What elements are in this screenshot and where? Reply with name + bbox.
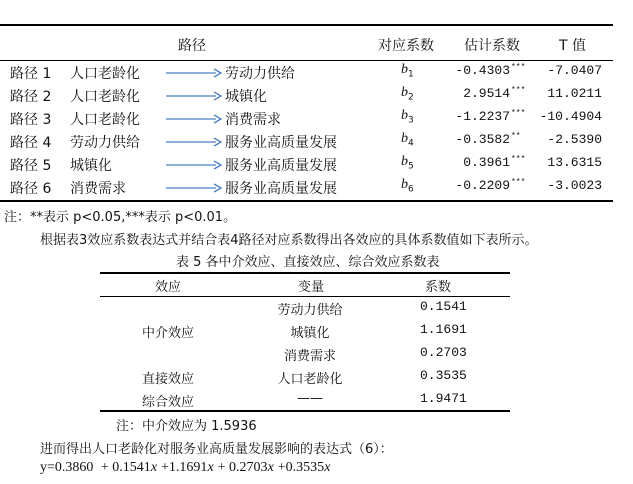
table5-header-coef: 系数: [425, 280, 452, 295]
table4-row-coef-symbol: [401, 85, 414, 103]
table4-note: 注：**表示 p<0.05,***表示 p<0.01。: [4, 210, 237, 225]
estimate-value: -1.2237: [455, 109, 510, 124]
table5-top-rule: [100, 272, 510, 274]
table4-row-path: 路径 3: [10, 112, 52, 128]
table5-note: 注：中介效应为 1.5936: [116, 419, 257, 434]
significance-stars: ***: [511, 155, 526, 164]
table5-row-variable: ——: [297, 391, 323, 406]
table4-row-coef-symbol: [401, 177, 414, 195]
significance-stars: ***: [511, 63, 526, 72]
table4-header-estimate: 估计系数: [464, 38, 520, 54]
coef-subscript: 6: [408, 184, 414, 195]
table4-row-t: -7.0407: [547, 63, 602, 78]
formula-term: [161, 460, 214, 475]
arrow-right-icon: [165, 159, 223, 171]
coef-symbol: b: [401, 154, 408, 169]
table5-title: 表 5 各中介效应、直接效应、综合效应系数表: [176, 255, 440, 270]
table4-row-estimate: [455, 132, 525, 147]
table4-header-path: 路径: [178, 38, 206, 54]
table4-row-estimate: [455, 63, 525, 78]
table4-row-path: 路径 1: [10, 66, 52, 82]
estimate-value: -0.2209: [455, 178, 510, 193]
table4-row-t: -10.4904: [539, 109, 602, 124]
formula-variable: x: [324, 460, 331, 475]
table5-row-variable: 劳动力供给: [277, 303, 343, 318]
arrow-right-icon: [165, 182, 223, 194]
table5-row-coef: 1.9471: [420, 391, 467, 406]
paragraph-1: 根据表3效应系数表达式并结合表4路径对应系数得出各效应的具体系数值如下表所示。: [40, 233, 538, 248]
table4-row-to: 消费需求: [225, 112, 281, 128]
table5-row-coef: 1.1691: [420, 322, 467, 337]
arrow-right-icon: [165, 90, 223, 102]
table5-row-coef: 0.3535: [420, 368, 467, 383]
table4-row-from: 人口老龄化: [70, 89, 140, 105]
arrow-right-icon: [165, 67, 223, 79]
arrow-right-icon: [165, 136, 223, 148]
table4-row-coef-symbol: [401, 154, 414, 172]
coef-subscript: 2: [408, 92, 414, 103]
table4-row-to: 服务业高质量发展: [225, 181, 337, 197]
table4-row-coef-symbol: [401, 108, 414, 126]
table4-header-t: T 值: [559, 38, 587, 54]
table5-effect-label: 直接效应: [141, 372, 194, 387]
table5-header-effect: 效应: [155, 280, 182, 295]
table5-row-variable: 消费需求: [283, 349, 336, 364]
table5-header-variable: 变量: [298, 280, 325, 295]
table5-row-variable: 城镇化: [290, 326, 330, 341]
paragraph-2: 进而得出人口老龄化对服务业高质量发展影响的表达式（6）：: [40, 442, 393, 457]
coef-symbol: b: [401, 131, 408, 146]
formula-coefficient: +0.3535: [277, 460, 325, 475]
formula-lhs: y=0.3860: [40, 460, 94, 475]
coef-symbol: b: [401, 62, 408, 77]
table4-row-from: 消费需求: [70, 181, 126, 197]
coef-symbol: b: [401, 85, 408, 100]
significance-stars: **: [511, 132, 521, 141]
table4-row-path: 路径 2: [10, 89, 52, 105]
table4-row-from: 城镇化: [70, 158, 112, 174]
estimate-value: 0.3961: [463, 155, 510, 170]
table4-row-to: 服务业高质量发展: [225, 158, 337, 174]
table5-bottom-rule: [100, 410, 510, 412]
table5-effect-label: 中介效应: [141, 326, 194, 341]
coef-symbol: b: [401, 177, 408, 192]
coef-subscript: 1: [408, 69, 414, 80]
formula-term: [218, 460, 274, 475]
significance-stars: ***: [511, 109, 526, 118]
formula-coefficient: + 0.1541: [100, 460, 151, 475]
estimate-value: 2.9514: [463, 86, 510, 101]
table4-row-t: 11.0211: [547, 86, 602, 101]
estimate-value: -0.3582: [455, 132, 510, 147]
formula-variable: x: [150, 460, 158, 475]
table4-row-coef-symbol: [401, 62, 414, 80]
formula-variable: x: [207, 460, 214, 475]
table4-row-from: 人口老龄化: [70, 66, 140, 82]
table4-row-estimate: [455, 109, 525, 124]
significance-stars: ***: [511, 178, 526, 187]
coef-subscript: 3: [408, 115, 414, 126]
coef-subscript: 4: [408, 138, 414, 149]
table5-header-rule: [100, 296, 510, 297]
coef-subscript: 5: [408, 161, 414, 172]
table5-row-coef: 0.1541: [420, 299, 467, 314]
significance-stars: ***: [511, 86, 526, 95]
table4-row-path: 路径 6: [10, 181, 52, 197]
table4-header-coef: 对应系数: [378, 38, 434, 54]
table4-row-from: 劳动力供给: [70, 135, 140, 151]
table4-header-rule: [0, 60, 613, 61]
table4-row-t: -2.5390: [547, 132, 602, 147]
coef-symbol: b: [401, 108, 408, 123]
table4-row-t: -3.0023: [547, 178, 602, 193]
table4-row-to: 劳动力供给: [225, 66, 295, 82]
table4-row-from: 人口老龄化: [70, 112, 140, 128]
table5-effect-label: 综合效应: [141, 395, 194, 410]
table4-row-path: 路径 5: [10, 158, 52, 174]
formula: [40, 460, 330, 476]
formula-terms: [97, 460, 331, 475]
table4-row-t: 13.6315: [547, 155, 602, 170]
table5-row-variable: 人口老龄化: [277, 372, 343, 387]
formula-variable: x: [267, 460, 274, 475]
table4-row-path: 路径 4: [10, 135, 52, 151]
formula-coefficient: + 0.2703: [217, 460, 268, 475]
formula-term: [101, 460, 157, 475]
formula-term: [278, 460, 331, 475]
table4-row-estimate: [455, 155, 525, 170]
table4-row-coef-symbol: [401, 131, 414, 149]
table4-row-estimate: [455, 86, 525, 101]
estimate-value: -0.4303: [455, 63, 510, 78]
table5-row-coef: 0.2703: [420, 345, 467, 360]
table4-row-estimate: [455, 178, 525, 193]
table4-row-to: 城镇化: [225, 89, 267, 105]
table4-row-to: 服务业高质量发展: [225, 135, 337, 151]
arrow-right-icon: [165, 113, 223, 125]
table4-bottom-rule: [0, 200, 613, 202]
formula-coefficient: +1.1691: [161, 460, 208, 475]
table4-top-rule: [0, 24, 613, 26]
